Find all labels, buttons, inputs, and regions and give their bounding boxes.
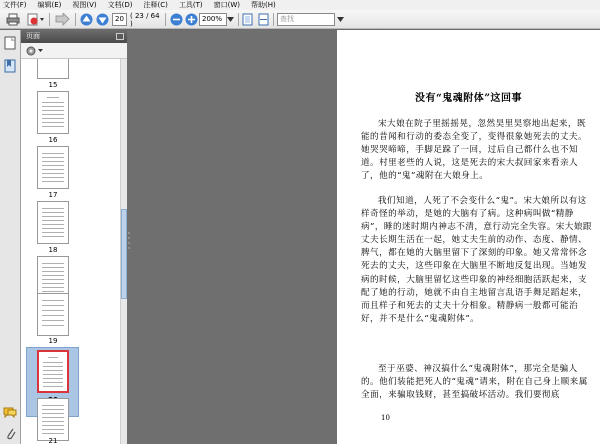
toolbar <box>0 10 600 29</box>
menu-view[interactable]: 视图(V) <box>72 1 97 9</box>
menu-file[interactable]: 文件(F) <box>3 1 27 9</box>
next-page-icon[interactable] <box>95 12 109 27</box>
document-paragraph: 至于巫婆、神汉搞什么“鬼魂附体”，那完全是骗人的。他们装能把死人的“鬼魂”请来，附在自己身上顺来属全面，来骗取钱财，甚至搞破坏活动。我们要彻底 <box>361 364 588 401</box>
document-paragraph: 我们知道，人死了不会变什么“鬼”。宋大娘所以有这样奇怪的举动，是她的大脑有了病。这种病叫做“精静病”，睡的迷时期内神志不清，意行动完全失容。宋大娘跟丈夫长期生活在一起，她丈夫生前的动作、态度、静情、脾气，都在她的大脑里留下了深刻的印象。她又常常怀念死去的丈夫，这些印象在大脑里不断地反复出现。当她发病的时候，大脑里留忆这些印象的神经细胞活跃起来，支配了她的行动，她就不由自主地留言乱语手舞足蹈起来，而且样子和死去的丈夫十分相象。精静病一般都可能治好，并不是什么“鬼魂附体”。 <box>361 196 592 324</box>
zoom-in-icon[interactable] <box>184 12 198 27</box>
thumbnail-label: 19 <box>48 337 58 345</box>
menu-window[interactable]: 窗口(W) <box>213 1 241 9</box>
panel-close-button[interactable] <box>116 33 124 40</box>
thumbnail-page[interactable] <box>37 91 69 134</box>
document-page-number: 10 <box>381 414 390 422</box>
previous-page-icon[interactable] <box>79 12 93 27</box>
splitter-handle[interactable] <box>127 230 131 250</box>
thumbnail-page[interactable] <box>37 398 69 441</box>
thumbnail-label: 17 <box>48 191 58 199</box>
pages-panel <box>21 30 127 444</box>
comments-icon[interactable] <box>3 406 17 421</box>
menu-tools[interactable]: 工具(T) <box>178 1 203 9</box>
thumbnail-page[interactable] <box>37 293 69 336</box>
thumbnail-label: 21 <box>48 437 58 444</box>
menu-comments[interactable]: 注释(C) <box>143 1 168 9</box>
thumbnail-list <box>21 59 120 444</box>
navigation-strip <box>0 30 21 444</box>
thumbnail-page-current[interactable] <box>37 350 69 393</box>
search-dropdown-icon[interactable] <box>336 12 345 27</box>
fit-page-icon[interactable] <box>240 12 254 27</box>
thumbnail-page[interactable] <box>37 201 69 244</box>
attach-icon[interactable] <box>26 12 46 27</box>
menu-edit[interactable]: 编辑(E) <box>37 1 62 9</box>
document-background <box>127 30 337 444</box>
zoom-level-select[interactable]: 200% <box>199 13 227 26</box>
menu-bar <box>0 0 600 10</box>
page-number-input[interactable]: 20 <box>112 13 127 26</box>
chevron-down-icon[interactable] <box>226 12 235 27</box>
pages-options-bar <box>21 43 127 59</box>
menu-document[interactable]: 文档(D) <box>107 1 133 9</box>
fit-width-icon[interactable] <box>256 12 270 27</box>
thumbnail-label: 15 <box>48 81 58 89</box>
thumbnail-label: 18 <box>48 246 58 254</box>
hand-tool-icon[interactable] <box>53 12 71 27</box>
document-title: 没有“鬼魂附体”这回事 <box>414 93 522 104</box>
pages-panel-title: 页面 <box>26 32 40 40</box>
document-page <box>337 30 600 444</box>
thumbnail-page[interactable] <box>37 59 69 79</box>
attachment-icon[interactable] <box>5 426 16 443</box>
thumbnail-page[interactable] <box>37 146 69 189</box>
zoom-out-icon[interactable] <box>169 12 183 27</box>
document-paragraph: 宋大娘在院子里摇摇晃，忽然昊里昊察地出起来，既能的昔闻和行动的委态全变了，变得很象她死去的丈夫。她哭哭啼啼，手脚足跺了一回，过后自己都什么也不知道。村里老些的人说，这是死去的宋大叔回家来看亲人了，他的“鬼”魂附在大娘身上。 <box>361 119 588 182</box>
menu-help[interactable]: 帮助(H) <box>251 1 276 9</box>
thumbnail-scrollbar[interactable] <box>120 59 127 444</box>
page-count: ( 23 / 64 ) <box>130 11 160 28</box>
search-input[interactable]: 查找 <box>277 13 335 26</box>
thumbnail-label: 16 <box>48 136 58 144</box>
pages-panel-header <box>21 30 127 43</box>
bookmarks-icon[interactable] <box>4 59 16 76</box>
print-icon[interactable] <box>5 12 21 27</box>
options-icon[interactable] <box>26 46 44 59</box>
pages-icon[interactable] <box>4 36 16 53</box>
